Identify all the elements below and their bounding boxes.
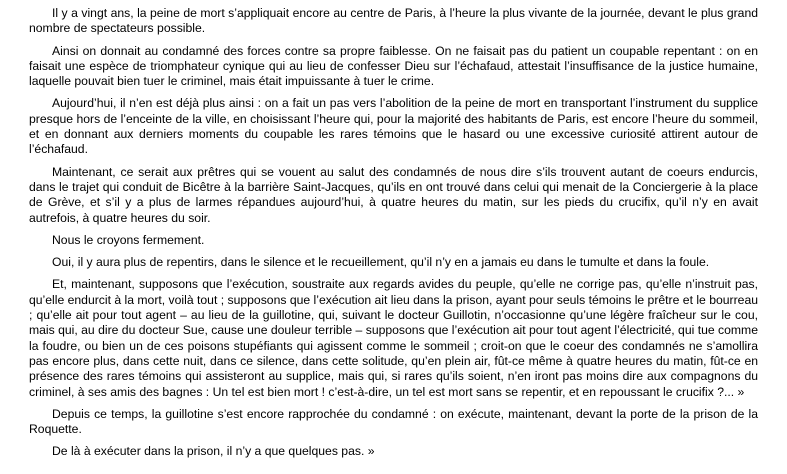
paragraph-6: Oui, il y aura plus de repentirs, dans le silence et le recueillement, qu’il n’y en a jamais eu dans le tumulte et dans la foule.	[52, 255, 710, 270]
paragraph-3: Aujourd’hui, il n’en est déjà plus ainsi : on a fait un pas vers l’abolition de la peine de mort en transportant l’instrument du supplice presque hors de l’enceinte de la ville, en choisissant l’heure qui, pour la majorité des habitants de Paris, est encore l’heure du sommeil, et en donnant aux derniers moments du coupable les rares témoins que le hasard ou une excessive curiosité attirent autour de l’échafaud.	[29, 96, 758, 157]
paragraph-7: Et, maintenant, supposons que l’exécution, soustraite aux regards avides du peuple, qu’elle ne corrige pas, qu’elle n’instruit pas, qu’elle endurcit à la mort, voilà tout ; supposons que l’exécution ait lieu dans la prison, ayant pour seuls témoins le prêtre et le bourreau ; qu’elle ait pour tout agent – au lieu de la guillotine, qui, suivant le docteur Guillotin, n’occasionne qu’une légère fraîcheur sur le cou, mais qui, au dire du docteur Sue, cause une douleur terrible – supposons que l’exécution ait pour tout agent l’électricité, qui tue comme la foudre, ou bien un de ces poisons stupéfiants qui agissent comme le sommeil ; croit-on que le coeur des condamnés ne s’amollira pas encore plus, dans cette nuit, dans ce silence, dans cette solitude, qu’en plein air, fût-ce même à quatre heures du matin, fût-ce en présence des rares témoins qui assisteront au supplice, mais qui, si rares qu’ils soient, n’en iront pas moins dire aux compagnons du criminel, à ses amis des bagnes : Un tel est bien mort ! c’est-à-dire, un tel est mort sans se repentir, et en repoussant le crucifix ?... »	[29, 277, 758, 399]
paragraph-2: Ainsi on donnait au condamné des forces contre sa propre faiblesse. On ne faisait pas du patient un coupable repentant : on en faisait une espèce de triomphateur cynique qui au lieu de confesser Dieu sur l’échafaud, attestait l’insuffisance de la justice humaine, laquelle pouvait bien tuer le criminel, mais était impuissante à tuer le crime.	[29, 43, 758, 89]
paragraph-4: Maintenant, ce serait aux prêtres qui se vouent au salut des condamnés de nous dire s’ils trouvent autant de coeurs endurcis, dans le trajet qui conduit de Bicêtre à la barrière Saint-Jacques, qu’ils en ont trouvé dans celui qui menait de la Conciergerie à la place de Grève, et s’il y a plus de larmes répandues aujourd’hui, à quatre heures du matin, sur les pieds du crucifix, qu’il n’y en avait autrefois, à quatre heures du soir.	[29, 164, 758, 225]
paragraph-1: Il y a vingt ans, la peine de mort s’appliquait encore au centre de Paris, à l’heure la plus vivante de la journée, devant le plus grand nombre de spectateurs possible.	[29, 6, 758, 36]
paragraph-9: De là à exécuter dans la prison, il n’y a que quelques pas. »	[52, 444, 375, 459]
paragraph-5: Nous le croyons fermement.	[52, 232, 205, 247]
paragraph-8: Depuis ce temps, la guillotine s’est encore rapprochée du condamné : on exécute, maintenant, devant la porte de la prison de la Roquette.	[29, 406, 758, 437]
